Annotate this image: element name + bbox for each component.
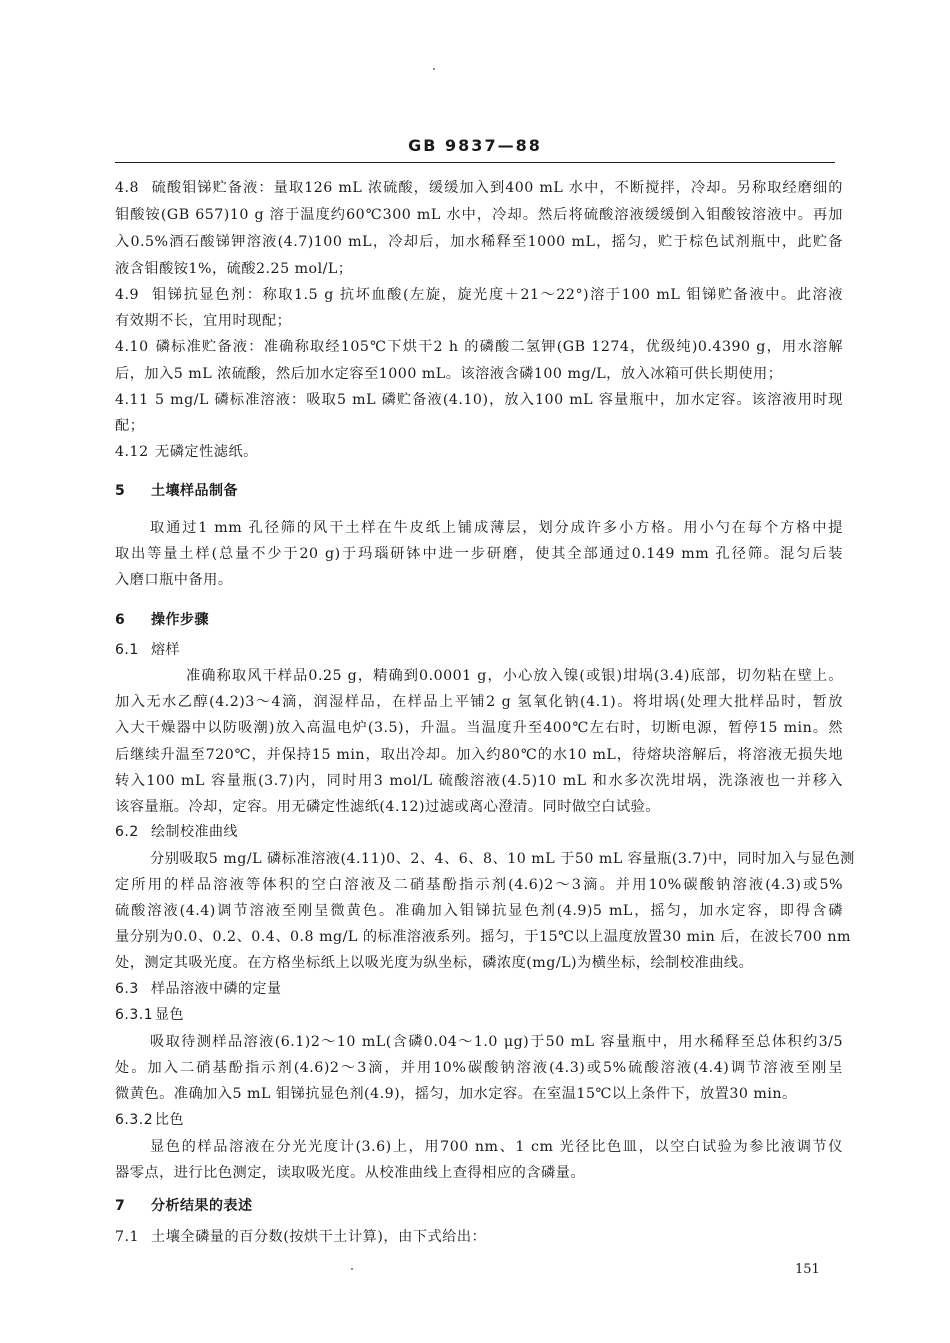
item-4-9-line-1: 4.9 钼锑抗显色剂：称取1.5 g 抗坏血酸(左旋，旋光度＋21～22°)溶于100 mL 钼锑贮备液中。此溶液: [115, 287, 843, 303]
subsection-6-3-2-line-2: 器零点，进行比色测定，读取吸光度。从校准曲线上查得相应的含磷量。: [115, 1165, 586, 1181]
subsection-6-1-line-3: 入大干燥器中以防吸潮)放入高温电炉(3.5)，升温。当温度升至400℃左右时，切断电源，暂停15 min。然: [115, 720, 843, 736]
section-5-line-1: 取通过1 mm 孔径筛的风干土样在牛皮纸上铺成薄层，划分成许多小方格。用小勺在每个方格中提: [150, 520, 843, 536]
subsection-6-3-2-heading: 6.3.2 比色: [115, 1112, 184, 1128]
subsection-6-1-line-2: 加入无水乙醇(4.2)3～4滴，润湿样品，在样品上平铺2 g 氢氧化钠(4.1)。将坩埚(处理大批样品时，暂放: [115, 694, 843, 710]
header-rule: [115, 162, 835, 163]
subsection-6-1-line-4: 后继续升温至720℃，并保持15 min，取出冷却。加入约80℃的水10 mL，待熔块溶解后，将溶液无损失地: [115, 747, 843, 763]
section-5-heading: 5 土壤样品制备: [115, 483, 238, 499]
item-4-11-line-2: 配；: [115, 418, 145, 434]
subsection-6-2-line-3: 硫酸溶液(4.4)调节溶液至刚呈微黄色。准确加入钼锑抗显色剂(4.9)5 mL，摇匀，加水定容，即得含磷: [115, 903, 843, 919]
subsection-6-1-line-5: 转入100 mL 容量瓶(3.7)内，同时用3 mol/L 硫酸溶液(4.5)10 mL 和水多次洗坩埚，洗涤液也一并移入: [115, 773, 843, 789]
subsection-6-2-line-4: 量分别为0.0、0.2、0.4、0.8 mg/L 的标准溶液系列。摇匀，于15℃以上温度放置30 min 后，在波长700 nm: [115, 929, 851, 945]
subsection-6-2-heading: 6.2 绘制校准曲线: [115, 824, 238, 840]
page-number: 151: [795, 1262, 820, 1277]
item-4-10-line-2: 后，加入5 mL 浓硫酸，然后加水定容至1000 mL。该溶液含磷100 mg/L，放入冰箱可供长期使用；: [115, 366, 783, 382]
subsection-6-3-1-line-1: 吸取待测样品溶液(6.1)2～10 mL(含磷0.04～1.0 μg)于50 mL 容量瓶中，用水稀释至总体积约3/5: [150, 1034, 843, 1050]
section-5-line-3: 入磨口瓶中备用。: [115, 572, 233, 588]
scan-speck: [351, 1268, 353, 1270]
subsection-6-1-line-1: 准确称取风干样品0.25 g，精确到0.0001 g，小心放入镍(或银)坩埚(3.4)底部，切勿粘在壁上。: [186, 668, 843, 684]
standard-header: GB 9837—88: [408, 136, 542, 155]
subsection-6-3-2-line-1: 显色的样品溶液在分光光度计(3.6)上，用700 nm、1 cm 光径比色皿，以空白试验为参比液调节仪: [150, 1139, 843, 1155]
scan-speck: [433, 68, 435, 70]
subsection-6-3-1-heading: 6.3.1 显色: [115, 1007, 184, 1023]
subsection-6-2-line-2: 定所用的样品溶液等体积的空白溶液及二硝基酚指示剂(4.6)2～3滴。并用10%碳酸钠溶液(4.3)或5%: [115, 877, 843, 893]
item-4-8-line-3: 入0.5%酒石酸锑钾溶液(4.7)100 mL，冷却后，加水稀释至1000 mL，摇匀，贮于棕色试剂瓶中，此贮备: [115, 234, 843, 250]
subsection-7-1: 7.1 土壤全磷量的百分数(按烘干土计算)，由下式给出：: [115, 1229, 487, 1245]
item-4-8-line-1: 4.8 硫酸钼锑贮备液：量取126 mL 浓硫酸，缓缓加入到400 mL 水中，不断搅拌，冷却。另称取经磨细的: [115, 180, 843, 196]
item-4-11-line-1: 4.11 5 mg/L 磷标准溶液：吸取5 mL 磷贮备液(4.10)，放入100 mL 容量瓶中，加水定容。该溶液用时现: [115, 392, 843, 408]
item-4-8-line-2: 钼酸铵(GB 657)10 g 溶于温度约60℃300 mL 水中，冷却。然后将硫酸溶液缓缓倒入钼酸铵溶液中。再加: [115, 207, 843, 223]
subsection-6-1-heading: 6.1 熔样: [115, 642, 180, 658]
item-4-8-line-4: 液含钼酸铵1%，硫酸2.25 mol/L；: [115, 261, 353, 277]
subsection-6-3-heading: 6.3 样品溶液中磷的定量: [115, 981, 282, 997]
section-6-heading: 6 操作步骤: [115, 612, 209, 628]
item-4-12: 4.12 无磷定性滤纸。: [115, 444, 258, 460]
subsection-6-3-1-line-2: 处。加入二硝基酚指示剂(4.6)2～3滴，并用10%碳酸钠溶液(4.3)或5%硫酸溶液(4.4)调节溶液至刚呈: [115, 1060, 843, 1076]
subsection-6-2-line-1: 分别吸取5 mg/L 磷标准溶液(4.11)0、2、4、6、8、10 mL 于50 mL 容量瓶(3.7)中，同时加入与显色测: [150, 851, 855, 867]
subsection-6-1-line-6: 该容量瓶。冷却，定容。用无磷定性滤纸(4.12)过滤或离心澄清。同时做空白试验。: [115, 799, 661, 815]
item-4-9-line-2: 有效期不长，宜用时现配；: [115, 313, 292, 329]
item-4-10-line-1: 4.10 磷标准贮备液：准确称取经105℃下烘干2 h 的磷酸二氢钾(GB 1274，优级纯)0.4390 g，用水溶解: [115, 339, 843, 355]
subsection-6-3-1-line-3: 微黄色。准确加入5 mL 钼锑抗显色剂(4.9)，摇匀，加水定容。在室温15℃以上条件下，放置30 min。: [115, 1086, 797, 1102]
section-5-line-2: 取出等量土样(总量不少于20 g)于玛瑙研钵中进一步研磨，使其全部通过0.149 mm 孔径筛。混匀后装: [115, 546, 843, 562]
subsection-6-2-line-5: 处，测定其吸光度。在方格坐标纸上以吸光度为纵坐标，磷浓度(mg/L)为横坐标，绘制校准曲线。: [115, 955, 754, 971]
section-7-heading: 7 分析结果的表述: [115, 1198, 253, 1214]
